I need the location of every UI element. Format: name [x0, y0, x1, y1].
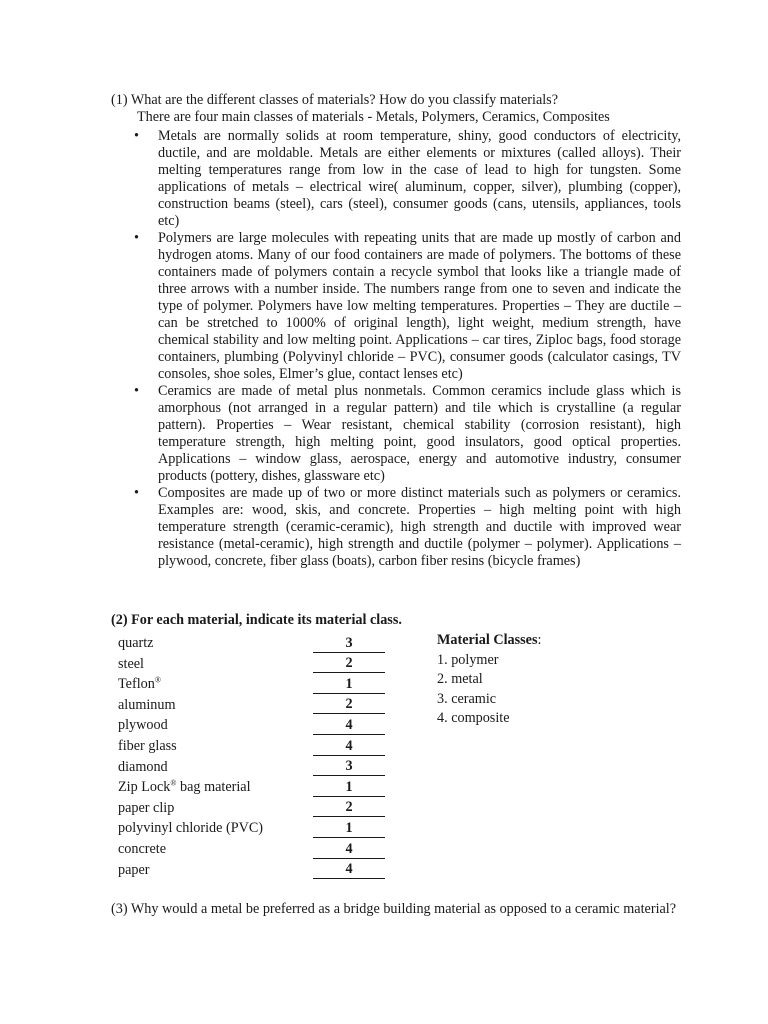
material-class-answer: 2 — [313, 652, 385, 673]
list-item-text: Polymers are large molecules with repeating units that are made up mostly of carbon and hydrogen atoms. Many of our food containers are made of polymers. The bottoms of these containers made of polymers contain a recycle symbol that looks like a triangle made of three arrows with a number inside. The numbers range from one to seven and indicate the type of polymer. Polymers have low melting temperatures. Properties – They are ductile – can be stretched to 1000% of original length), light weight, medium strength, have chemical stability and low melting point. Applications – car tires, Ziploc bags, food storage containers, plumbing (Polyvinyl chloride – PVC), consumer goods (calculator casings, TV consoles, shoe soles, Elmer’s glue, contact lenses etc) — [158, 230, 681, 382]
bullet-icon: • — [134, 230, 139, 246]
material-name: Teflon® — [118, 675, 161, 693]
material-name: steel — [118, 655, 144, 672]
table-row — [118, 837, 385, 858]
material-classes-list — [111, 128, 681, 570]
material-classes-legend — [437, 631, 541, 729]
material-name: plywood — [118, 717, 168, 734]
material-name: aluminum — [118, 696, 176, 713]
material-class-answer: 4 — [313, 734, 385, 755]
list-item-text: Ceramics are made of metal plus nonmetals. Common ceramics include glass which is amorphous (not arranged in a regular pattern) and tile which is crystalline (a regular pattern). Properties – Wear resistant, chemical stability (corrosion resistant), high temperature strength, high melting point, good insulators, good optical properties. Applications – window glass, aerospace, energy and automotive industry, consumer products (pottery, dishes, glassware etc) — [158, 383, 681, 484]
material-name: concrete — [118, 841, 167, 858]
list-item-metals — [134, 128, 681, 230]
legend-item: 2. metal — [437, 671, 483, 688]
table-row — [118, 632, 385, 652]
legend-title: Material Classes: — [437, 632, 542, 648]
list-item-text: Composites are made up of two or more distinct materials such as polymers or ceramics. Examples are: wood, skis, and concrete. Properties – high melting point with high temperature strength (ceramic-ceramic), high strength and ductile with improved wear resistance (metal-ceramic), high strength and ductile (polymer – polymer). Applications – plywood, concrete, fiber glass (boats), carbon fiber resins (bicycle frames) — [158, 485, 681, 569]
material-class-answer: 1 — [313, 817, 385, 838]
material-class-table — [118, 632, 385, 879]
material-class-answer: 1 — [313, 673, 385, 694]
list-item-text: Metals are normally solids at room temperature, shiny, good conductors of electricity, ductile, and are moldable. Metals are either elements or mixtures (called alloys). Their melting temperatures range from low in the case of lead to high for tungsten. Some applications of metals – electrical wire( aluminum, copper, silver), plumbing (copper), construction beams (steel), cars (steel), consumer goods (cans, utensils, appliances, tools etc) — [158, 128, 681, 229]
material-class-answer: 3 — [313, 755, 385, 776]
bullet-icon: • — [134, 128, 139, 144]
bullet-icon: • — [134, 383, 139, 399]
material-name: polyvinyl chloride (PVC) — [118, 820, 264, 837]
table-row — [118, 796, 385, 817]
table-row — [118, 817, 385, 838]
table-row — [118, 673, 385, 694]
table-row — [118, 755, 385, 776]
material-class-answer: 2 — [313, 693, 385, 714]
legend-item: 1. polymer — [437, 651, 499, 668]
question-1 — [111, 92, 681, 570]
material-name: paper clip — [118, 799, 175, 816]
legend-item: 4. composite — [437, 710, 510, 727]
question-1-text: (1) What are the different classes of materials? How do you classify materials? — [111, 92, 559, 108]
list-item-polymers — [134, 230, 681, 383]
table-row — [118, 858, 385, 879]
material-name: paper — [118, 861, 150, 878]
list-item-composites — [134, 485, 681, 570]
material-class-answer: 1 — [313, 776, 385, 797]
material-name: quartz — [118, 635, 154, 652]
question-3-text: (3) Why would a metal be preferred as a bridge building material as opposed to a ceramic material? — [111, 901, 677, 917]
table-row — [118, 714, 385, 735]
material-class-answer: 4 — [313, 714, 385, 735]
table-row — [118, 693, 385, 714]
material-class-answer: 4 — [313, 837, 385, 858]
table-row — [118, 734, 385, 755]
material-class-answer: 3 — [313, 632, 385, 652]
registered-mark: ® — [170, 778, 177, 788]
material-class-answer: 4 — [313, 858, 385, 879]
material-name: Zip Lock® bag material — [118, 778, 251, 796]
material-class-answer: 2 — [313, 796, 385, 817]
bullet-icon: • — [134, 485, 139, 501]
table-row — [118, 652, 385, 673]
legend-item: 3. ceramic — [437, 690, 497, 707]
material-name: diamond — [118, 758, 168, 775]
registered-mark: ® — [154, 675, 161, 685]
material-name: fiber glass — [118, 738, 177, 755]
table-row — [118, 776, 385, 797]
question-1-intro: There are four main classes of materials - Metals, Polymers, Ceramics, Composites — [137, 109, 610, 125]
list-item-ceramics — [134, 383, 681, 485]
question-2-title: (2) For each material, indicate its material class. — [111, 612, 402, 628]
